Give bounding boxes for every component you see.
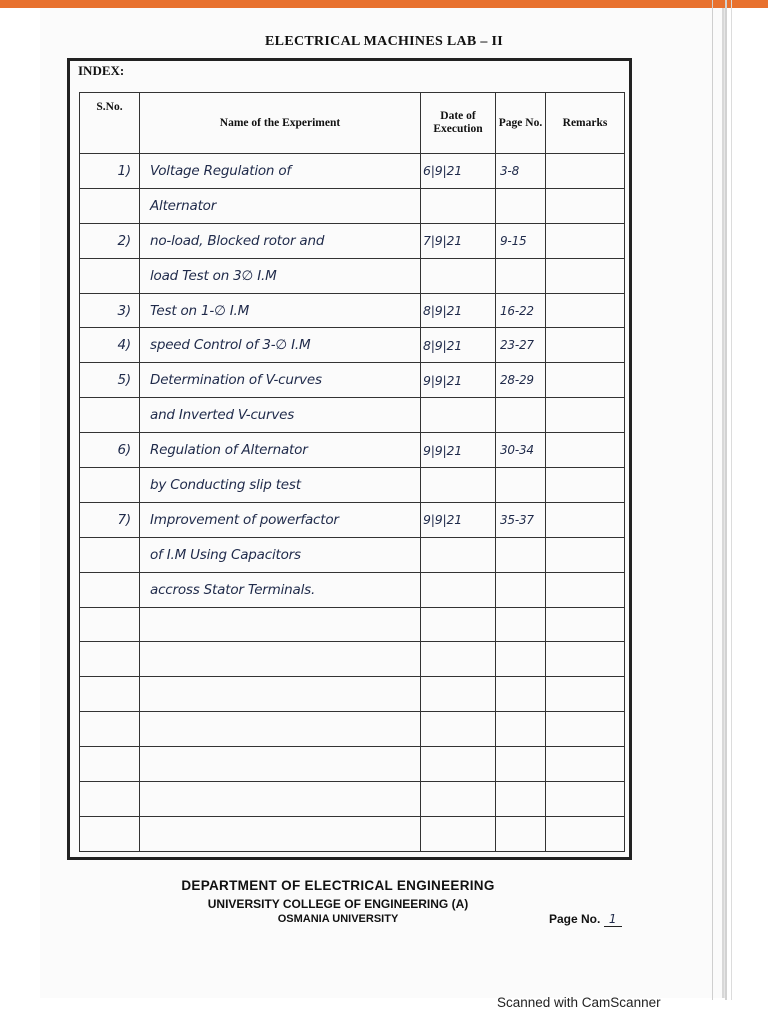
row-serial-number: 4) <box>80 328 140 363</box>
table-row <box>80 572 625 607</box>
row-serial-number: 3) <box>80 293 140 328</box>
scanner-watermark: Scanned with CamScanner <box>497 995 661 1010</box>
column-header-date: Date of Execution <box>421 93 496 154</box>
row-remarks <box>546 258 625 293</box>
table-row <box>80 154 625 189</box>
row-serial-number: 2) <box>80 223 140 258</box>
row-experiment-name <box>140 782 421 817</box>
row-remarks <box>546 712 625 747</box>
row-remarks <box>546 398 625 433</box>
table-row <box>80 468 625 503</box>
table-row <box>80 816 625 851</box>
table-row <box>80 782 625 817</box>
row-experiment-name: speed Control of 3-∅ I.M <box>140 328 421 363</box>
row-serial-number <box>80 468 140 503</box>
row-serial-number <box>80 782 140 817</box>
row-experiment-name: Test on 1-∅ I.M <box>140 293 421 328</box>
top-color-strip <box>0 0 768 8</box>
table-row <box>80 502 625 537</box>
row-page-number <box>496 677 546 712</box>
row-remarks <box>546 677 625 712</box>
row-serial-number <box>80 258 140 293</box>
table-row <box>80 677 625 712</box>
row-remarks <box>546 816 625 851</box>
row-remarks <box>546 572 625 607</box>
row-date-of-execution <box>421 782 496 817</box>
row-page-number: 28-29 <box>496 363 546 398</box>
row-remarks <box>546 433 625 468</box>
row-serial-number <box>80 537 140 572</box>
row-page-number <box>496 468 546 503</box>
row-date-of-execution <box>421 468 496 503</box>
row-experiment-name <box>140 712 421 747</box>
row-page-number <box>496 188 546 223</box>
table-row <box>80 607 625 642</box>
row-date-of-execution <box>421 677 496 712</box>
row-remarks <box>546 747 625 782</box>
table-body <box>80 154 625 852</box>
row-experiment-name <box>140 642 421 677</box>
row-experiment-name: Voltage Regulation of <box>140 154 421 189</box>
table-header-row <box>80 93 625 154</box>
row-page-number <box>496 258 546 293</box>
row-date-of-execution <box>421 816 496 851</box>
row-experiment-name: accross Stator Terminals. <box>140 572 421 607</box>
row-date-of-execution: 7|9|21 <box>421 223 496 258</box>
index-box <box>67 58 632 860</box>
page-number-label: Page No. <box>549 912 601 926</box>
row-serial-number: 1) <box>80 154 140 189</box>
row-date-of-execution: 8|9|21 <box>421 293 496 328</box>
row-page-number <box>496 398 546 433</box>
row-remarks <box>546 293 625 328</box>
row-serial-number <box>80 677 140 712</box>
row-serial-number <box>80 607 140 642</box>
row-page-number <box>496 712 546 747</box>
row-experiment-name <box>140 607 421 642</box>
row-date-of-execution <box>421 398 496 433</box>
row-remarks <box>546 363 625 398</box>
row-remarks <box>546 537 625 572</box>
row-page-number: 35-37 <box>496 502 546 537</box>
table-row <box>80 537 625 572</box>
row-page-number: 9-15 <box>496 223 546 258</box>
row-date-of-execution <box>421 747 496 782</box>
column-header-sno: S.No. <box>80 93 140 154</box>
row-experiment-name: of I.M Using Capacitors <box>140 537 421 572</box>
row-page-number <box>496 642 546 677</box>
row-page-number: 23-27 <box>496 328 546 363</box>
row-date-of-execution <box>421 258 496 293</box>
row-date-of-execution <box>421 537 496 572</box>
table-row <box>80 188 625 223</box>
page-edge <box>712 0 713 1000</box>
row-date-of-execution <box>421 572 496 607</box>
column-header-remarks: Remarks <box>546 93 625 154</box>
row-page-number <box>496 607 546 642</box>
row-date-of-execution <box>421 642 496 677</box>
row-experiment-name: Determination of V-curves <box>140 363 421 398</box>
row-experiment-name: Improvement of powerfactor <box>140 502 421 537</box>
university-name: OSMANIA UNIVERSITY <box>277 913 399 925</box>
row-date-of-execution: 6|9|21 <box>421 154 496 189</box>
row-page-number <box>496 782 546 817</box>
row-page-number <box>496 537 546 572</box>
table-row <box>80 258 625 293</box>
table-row <box>80 642 625 677</box>
college-name: UNIVERSITY COLLEGE OF ENGINEERING (A) <box>207 897 469 911</box>
row-remarks <box>546 328 625 363</box>
page-number <box>549 912 622 927</box>
row-experiment-name: and Inverted V-curves <box>140 398 421 433</box>
table-row <box>80 363 625 398</box>
row-experiment-name <box>140 747 421 782</box>
table-row <box>80 712 625 747</box>
row-serial-number <box>80 188 140 223</box>
row-serial-number <box>80 572 140 607</box>
row-experiment-name: Regulation of Alternator <box>140 433 421 468</box>
page-edge <box>731 0 732 1000</box>
row-remarks <box>546 154 625 189</box>
index-label: INDEX: <box>78 63 125 78</box>
row-experiment-name <box>140 816 421 851</box>
row-page-number: 30-34 <box>496 433 546 468</box>
row-serial-number: 6) <box>80 433 140 468</box>
table-row <box>80 293 625 328</box>
row-experiment-name <box>140 677 421 712</box>
row-remarks <box>546 782 625 817</box>
row-date-of-execution <box>421 712 496 747</box>
row-page-number: 16-22 <box>496 293 546 328</box>
row-experiment-name: load Test on 3∅ I.M <box>140 258 421 293</box>
row-date-of-execution <box>421 607 496 642</box>
row-page-number: 3-8 <box>496 154 546 189</box>
table-row <box>80 328 625 363</box>
row-remarks <box>546 223 625 258</box>
row-serial-number: 5) <box>80 363 140 398</box>
row-experiment-name: Alternator <box>140 188 421 223</box>
index-table <box>79 92 625 852</box>
department-name: DEPARTMENT OF ELECTRICAL ENGINEERING <box>181 878 495 893</box>
row-remarks <box>546 188 625 223</box>
row-experiment-name: no-load, Blocked rotor and <box>140 223 421 258</box>
table-row <box>80 223 625 258</box>
row-serial-number <box>80 712 140 747</box>
row-serial-number: 7) <box>80 502 140 537</box>
row-date-of-execution: 9|9|21 <box>421 433 496 468</box>
table-row <box>80 747 625 782</box>
table-row <box>80 398 625 433</box>
row-serial-number <box>80 816 140 851</box>
row-page-number <box>496 572 546 607</box>
column-header-name: Name of the Experiment <box>140 93 421 154</box>
page-edge <box>725 0 727 1000</box>
lab-title: ELECTRICAL MACHINES LAB – II <box>265 34 503 49</box>
row-serial-number <box>80 747 140 782</box>
row-date-of-execution <box>421 188 496 223</box>
row-date-of-execution: 8|9|21 <box>421 328 496 363</box>
column-header-page: Page No. <box>496 93 546 154</box>
row-date-of-execution: 9|9|21 <box>421 502 496 537</box>
row-page-number <box>496 747 546 782</box>
row-remarks <box>546 468 625 503</box>
row-remarks <box>546 642 625 677</box>
row-serial-number <box>80 398 140 433</box>
page-number-value: 1 <box>604 912 622 927</box>
row-remarks <box>546 502 625 537</box>
row-serial-number <box>80 642 140 677</box>
table-row <box>80 433 625 468</box>
row-page-number <box>496 816 546 851</box>
row-date-of-execution: 9|9|21 <box>421 363 496 398</box>
row-experiment-name: by Conducting slip test <box>140 468 421 503</box>
row-remarks <box>546 607 625 642</box>
